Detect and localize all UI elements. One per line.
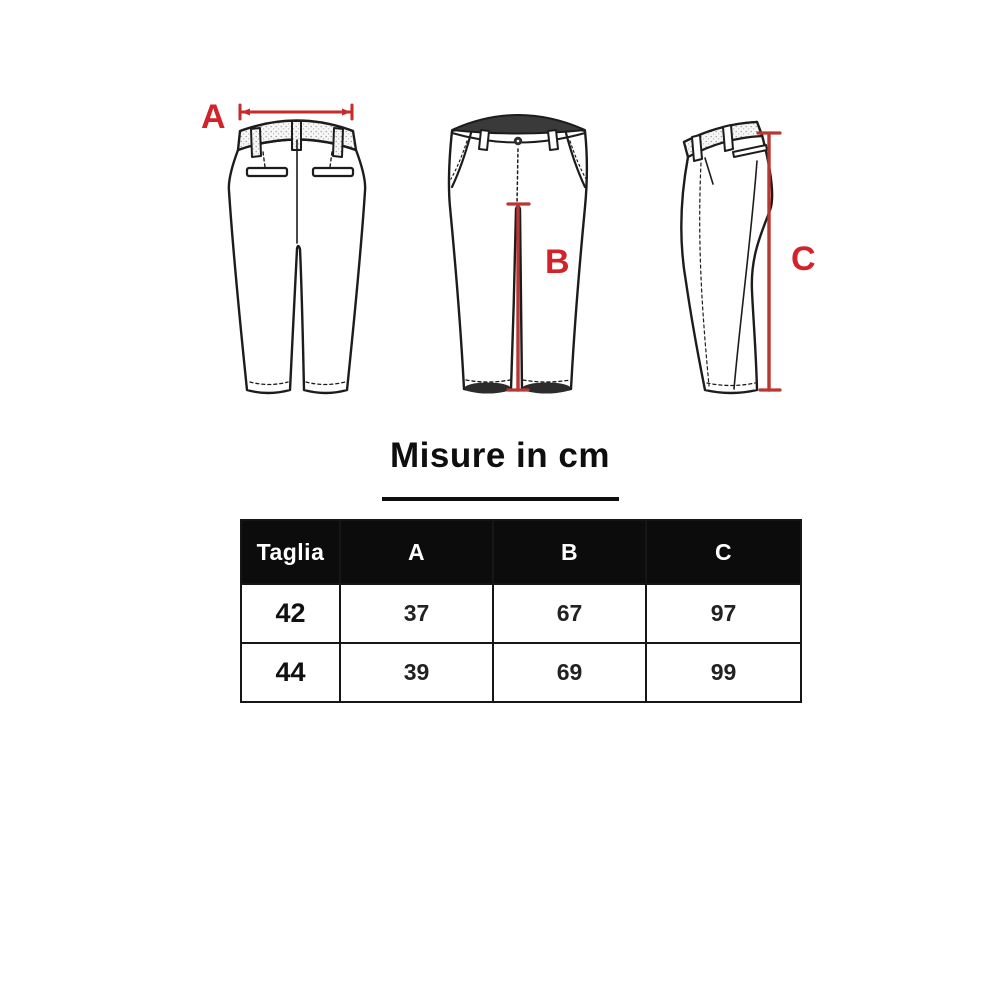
pants-technical-drawings [0,95,1000,425]
back-welt-pocket [247,168,287,176]
belt-loop [251,128,261,157]
size-table-row [241,643,801,702]
fly-stitch [517,149,518,204]
leg-opening-dark [465,383,511,394]
belt-loop [548,130,558,150]
waist-button-center [517,140,520,143]
size-table [240,519,802,703]
waist-measurement-arrow [240,105,352,119]
cell-measure-a: 39 [340,643,493,702]
belt-loop [723,125,733,151]
cell-measure-b: 69 [493,643,646,702]
size-table-header-row [241,520,801,584]
header-cell-b: B [493,520,646,584]
measure-label-a: A [201,98,226,136]
cell-size: 42 [241,584,340,643]
measure-label-c: C [791,240,816,278]
title-underline [382,497,619,501]
cell-measure-b: 67 [493,584,646,643]
cell-size: 44 [241,643,340,702]
back-welt-pocket [313,168,353,176]
belt-loop [479,130,489,150]
pants-back-view-drawing [229,121,365,394]
title-block [0,436,1000,501]
header-cell-taglia: Taglia [241,520,340,584]
belt-loop [333,128,343,157]
page-title: Misure in cm [390,436,610,475]
measure-label-b: B [545,243,570,281]
belt-loop [692,135,702,161]
inner-back-waistband-dark [452,115,585,134]
cell-measure-c: 99 [646,643,801,702]
cell-measure-c: 97 [646,584,801,643]
header-cell-a: A [340,520,493,584]
leg-opening-dark [523,383,571,394]
header-cell-c: C [646,520,801,584]
side-view-body-outline [681,122,772,393]
size-table-row [241,584,801,643]
cell-measure-a: 37 [340,584,493,643]
pants-side-view-drawing [681,122,772,393]
